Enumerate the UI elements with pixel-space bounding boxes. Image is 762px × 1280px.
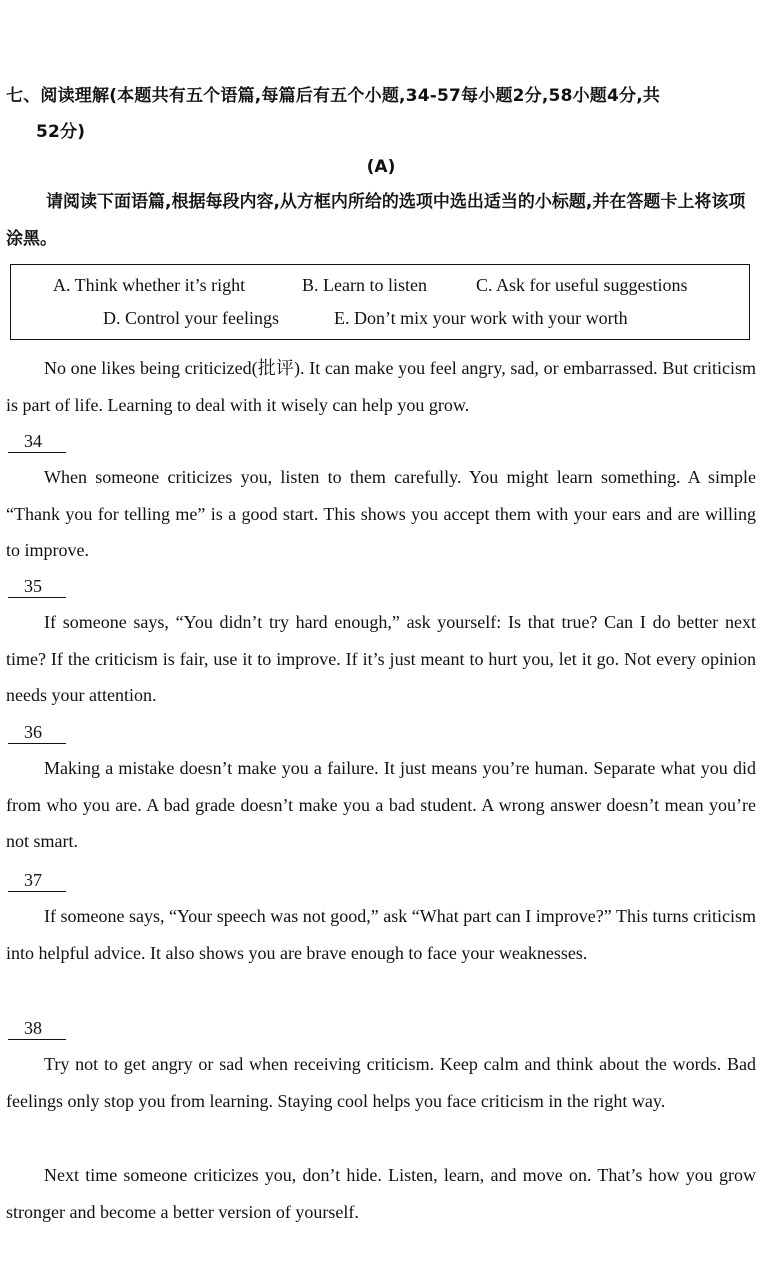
question-37-blank: 37 [8, 869, 66, 892]
option-e: E. Don’t mix your work with your worth [334, 308, 628, 328]
question-35-text: If someone says, “You didn’t try hard enough,” ask yourself: Is that true? Can I do better next time? If the criticism is fair, use it to improve. If it’s just meant to hurt you, let it go. Not every opinion needs your attention. [6, 612, 756, 705]
instructions [6, 184, 756, 258]
question-36-paragraph [6, 750, 756, 860]
question-35-blank: 35 [8, 575, 66, 598]
question-37-text: If someone says, “Your speech was not good,” ask “What part can I improve?” This turns criticism into helpful advice. It also shows you are brave enough to face your weaknesses. [6, 906, 756, 963]
option-a: A. Think whether it’s right [53, 275, 246, 295]
intro-text: No one likes being criticized(批评). It can make you feel angry, sad, or embarrassed. But criticism is part of life. Learning to deal with it wisely can help you grow. [6, 358, 756, 415]
question-38-paragraph [6, 1046, 756, 1119]
question-34-blank: 34 [8, 430, 66, 453]
options-box [10, 264, 750, 340]
question-35-paragraph [6, 604, 756, 714]
closing-paragraph [6, 1157, 756, 1230]
passage-label: (A) [366, 157, 396, 177]
section-heading-line2: 52分) [36, 122, 86, 142]
option-d: D. Control your feelings [103, 308, 279, 328]
closing-text: Next time someone criticizes you, don’t hide. Listen, learn, and move on. That’s how you grow stronger and become a better version of yourself. [6, 1165, 756, 1222]
question-38-blank: 38 [8, 1017, 66, 1040]
question-34-paragraph [6, 459, 756, 569]
section-heading-line1: 七、阅读理解(本题共有五个语篇,每篇后有五个小题,34-57每小题2分,58小题4分,共 [6, 86, 661, 106]
intro-paragraph [6, 350, 756, 423]
section-heading [6, 78, 756, 150]
question-36-blank: 36 [8, 721, 66, 744]
option-b: B. Learn to listen [302, 275, 427, 295]
question-37-paragraph [6, 898, 756, 971]
question-36-text: Making a mistake doesn’t make you a failure. It just means you’re human. Separate what you did from who you are. A bad grade doesn’t make you a bad student. A wrong answer doesn’t mean you’re not smart. [6, 758, 756, 851]
question-34-text: When someone criticizes you, listen to them carefully. You might learn something. A simple “Thank you for telling me” is a good start. This shows you accept them with your ears and are willing to improve. [6, 467, 756, 560]
question-38-text: Try not to get angry or sad when receiving criticism. Keep calm and think about the words. Bad feelings only stop you from learning. Staying cool helps you face criticism in the right way. [6, 1054, 756, 1111]
option-c: C. Ask for useful suggestions [476, 275, 688, 295]
instructions-text: 请阅读下面语篇,根据每段内容,从方框内所给的选项中选出适当的小标题,并在答题卡上将该项涂黑。 [6, 192, 746, 249]
